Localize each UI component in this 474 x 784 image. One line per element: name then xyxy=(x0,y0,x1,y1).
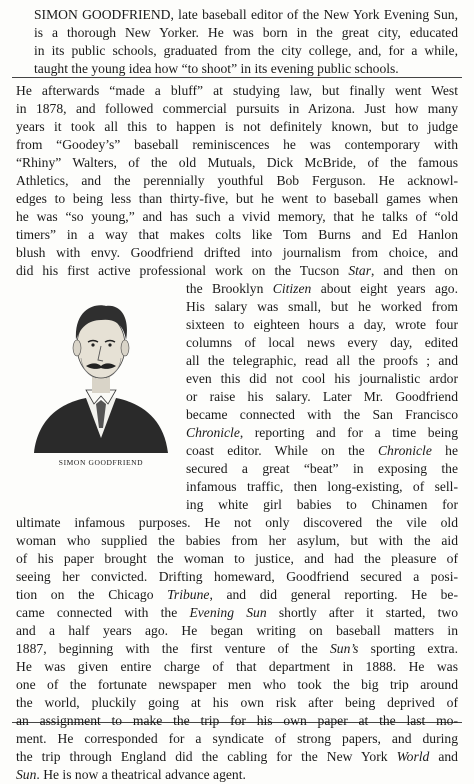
tail-line xyxy=(16,730,458,748)
text-run: He was given entire charge of that department in 1888. He was xyxy=(16,659,458,674)
tail-line xyxy=(16,712,458,730)
tail-line xyxy=(16,514,458,532)
text-run: , and then on xyxy=(371,263,458,278)
publication-name: Citizen xyxy=(272,281,312,296)
text-run: even this did not cool his journalistic ardor xyxy=(186,371,458,386)
tail-line xyxy=(16,550,458,568)
body-line xyxy=(16,226,458,244)
tail-line xyxy=(16,676,458,694)
text-run: sporting extra. xyxy=(358,641,458,656)
subject-name: SIMON GOODFRIEND xyxy=(34,7,171,22)
tail-line xyxy=(16,586,458,604)
tail-line xyxy=(16,748,458,766)
intro-line xyxy=(34,24,458,42)
narrow-line xyxy=(186,478,458,496)
body-line xyxy=(16,100,458,118)
text-run: and a half years ago. He began writing on baseball matters in xyxy=(16,623,458,638)
body-line xyxy=(16,208,458,226)
text-run: did his first active professional work on the Tucson xyxy=(16,263,349,278)
text-run: is a thorough New Yorker. He was born in the great city, educated xyxy=(34,25,458,40)
narrow-line xyxy=(186,424,458,442)
text-run: , reporting and for a time being xyxy=(239,425,458,440)
text-run: , and did general reporting. He be- xyxy=(209,587,458,602)
text-run: He afterwards “made a bluff” at studying law, but finally went West xyxy=(16,83,458,98)
text-run: years it took all this to happen is not definitely known, but to judge xyxy=(16,119,458,134)
body-line xyxy=(16,82,458,100)
text-run: ultimate infamous purposes. He not only discovered the vile old xyxy=(16,515,458,530)
narrow-line xyxy=(186,316,458,334)
narrow-line xyxy=(186,406,458,424)
portrait-illustration xyxy=(26,278,176,453)
narrow-line xyxy=(186,442,458,460)
text-run: shortly after it started, two xyxy=(266,605,458,620)
publication-name: Tribune xyxy=(167,587,210,602)
publication-name: Chronicle xyxy=(186,425,240,440)
text-run: the world, pluckily going at his own risk after being deprived of xyxy=(16,695,458,710)
text-run: secured a great “beat” in exposing the xyxy=(186,461,458,476)
text-run: tion on the Chicago xyxy=(16,587,168,602)
narrow-line xyxy=(186,388,458,406)
narrow-line xyxy=(186,280,458,298)
text-run: or raise his salary. Later Mr. Goodfriend xyxy=(186,389,458,404)
publication-name: Star xyxy=(348,263,372,278)
tail-line xyxy=(16,766,458,784)
text-run: sixteen to eighteen hours a day, wrote four xyxy=(186,317,458,332)
text-run: timers” in a way that makes colts like Tom Burns and Ed Hanlon xyxy=(16,227,458,242)
tail-line xyxy=(16,604,458,622)
text-run: in 1878, and followed commercial pursuits in Arizona. Just how many xyxy=(16,101,458,116)
publication-name: Chronicle xyxy=(377,443,432,458)
publication-name: Evening Sun xyxy=(189,605,267,620)
text-run: the trip through England did the cabling for the New York xyxy=(16,749,397,764)
tail-line xyxy=(16,694,458,712)
text-run: , xyxy=(454,7,459,22)
publication-name: Sun’s xyxy=(329,641,359,656)
text-run: he was “so young,” and has such a vivid memory, that he talks of “old xyxy=(16,209,458,224)
text-run: coast editor. While on the xyxy=(186,443,378,458)
narrow-line xyxy=(186,352,458,370)
text-run: seeing her convicted. Drifting homeward, Goodfriend secured a posi- xyxy=(16,569,458,584)
intro-line xyxy=(34,42,458,60)
text-run: . He is now a theatrical advance agent. xyxy=(36,767,246,782)
text-run: an assignment to make the trip for his own paper at the last mo- xyxy=(16,713,458,728)
publication-name: Sun xyxy=(16,767,37,782)
text-run: Evening Sun xyxy=(383,7,455,22)
text-run: of his paper brought the woman to justice, and had the pleasure of xyxy=(16,551,458,566)
intro-line xyxy=(34,6,458,24)
body-line xyxy=(16,154,458,172)
narrow-line xyxy=(186,298,458,316)
text-run: columns of local news every day, edited xyxy=(186,335,458,350)
text-run: , late baseball editor of the New York xyxy=(170,7,384,22)
tail-line xyxy=(16,658,458,676)
text-run: His salary was small, but he worked from xyxy=(186,299,458,314)
text-run: from “Goodey’s” baseball reminiscences he was contemporary with xyxy=(16,137,458,152)
narrow-line xyxy=(186,496,458,514)
text-run: blush with envy. Goodfriend drifted into journalism from choice, and xyxy=(16,245,458,260)
text-run: “Rhiny” Walters, of the old Mutuals, Dick McBride, of the famous xyxy=(16,155,458,170)
text-run: the Brooklyn xyxy=(186,281,273,296)
text-run: 1887, beginning with the first venture of the xyxy=(16,641,330,656)
portrait-caption: SIMON GOODFRIEND xyxy=(58,458,144,467)
text-run: became connected with the San Francisco xyxy=(186,407,458,422)
narrow-line xyxy=(186,370,458,388)
text-run: came connected with the xyxy=(16,605,190,620)
body-line xyxy=(16,190,458,208)
text-run: he xyxy=(431,443,458,458)
text-run: taught the young idea how “to shoot” in its evening public schools. xyxy=(34,61,399,76)
text-run: all the telegraphic, read all the proofs ; and xyxy=(186,353,458,368)
body-line xyxy=(16,172,458,190)
text-run: Athletics, and the perennially youthful Bob Ferguson. He acknowl- xyxy=(16,173,458,188)
text-run: ing white girl babies to Chinamen for xyxy=(186,497,458,512)
narrow-line xyxy=(186,334,458,352)
tail-line xyxy=(16,640,458,658)
text-run: and xyxy=(429,749,458,764)
text-run: one of the fortunate newspaper men who took the big trip around xyxy=(16,677,458,692)
tail-line xyxy=(16,532,458,550)
publication-name: World xyxy=(396,749,430,764)
text-run: woman who supplied the babies from her asylum, but with the aid xyxy=(16,533,458,548)
body-line xyxy=(16,136,458,154)
tail-line xyxy=(16,568,458,586)
body-line xyxy=(16,118,458,136)
intro-line xyxy=(34,60,458,78)
tail-line xyxy=(16,622,458,640)
narrow-line xyxy=(186,460,458,478)
text-run: about eight years ago. xyxy=(311,281,458,296)
text-run: ment. He corresponded for a syndicate of strong papers, and during xyxy=(16,731,458,746)
text-run: edges to being less than thirty-five, but he went to baseball games when xyxy=(16,191,458,206)
body-line xyxy=(16,244,458,262)
text-run: infamous traffic, then long-existing, of sell- xyxy=(186,479,458,494)
text-run: in its public schools, graduated from the city college, and, for a while, xyxy=(34,43,458,58)
